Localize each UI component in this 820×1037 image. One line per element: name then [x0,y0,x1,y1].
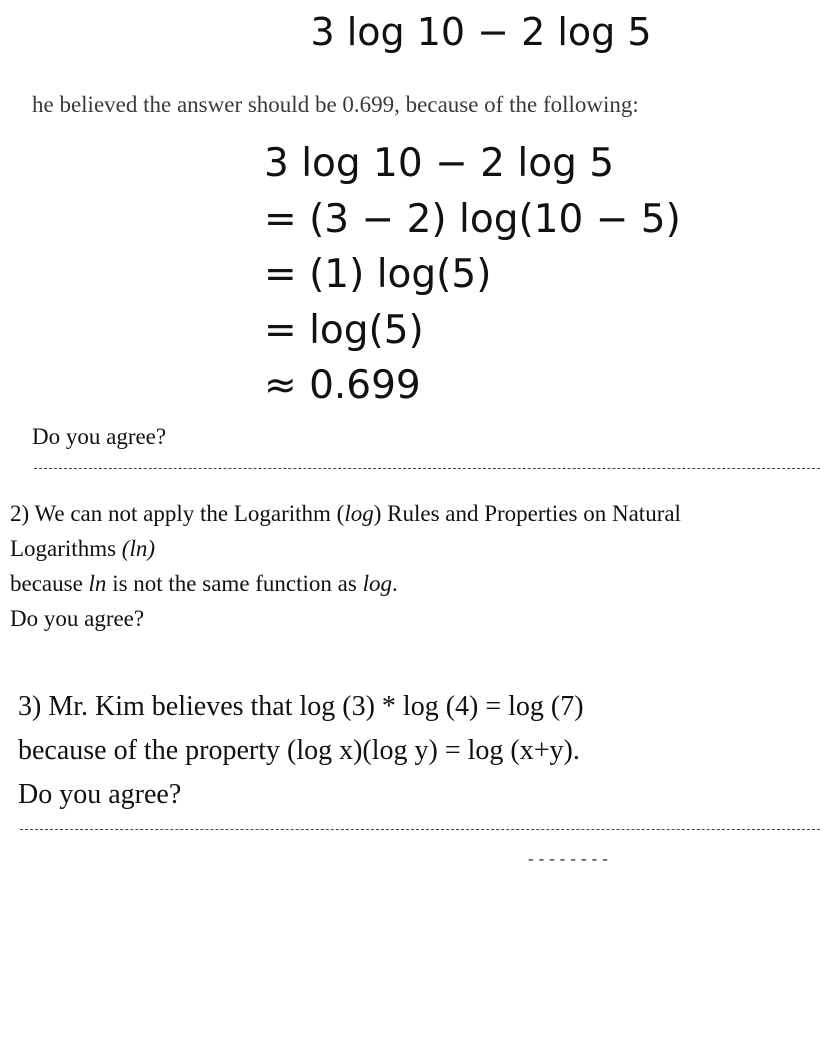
problem2-question: Do you agree? [10,606,145,631]
problem1-question: Do you agree? [32,424,167,449]
problem1-expression: 3 log 10 − 2 log 5 [310,10,652,54]
problem3-line1: 3) Mr. Kim believes that log (3) * log (4) = log (7) [18,691,584,722]
problem3-line2: because of the property (log x)(log y) = log (x+y). [18,735,580,766]
problem2-line2: Logarithms (ln) [10,536,156,561]
problem1-intro: he believed the answer should be 0.699, because of the following: [32,92,639,117]
derivation-step: ≈ 0.699 [264,363,421,408]
derivation-step: = (3 − 2) log(10 − 5) [264,196,681,242]
problem2 [10,496,815,636]
derivation-step: = (1) log(5) [264,252,492,297]
derivation-step: 3 log 10 − 2 log 5 [264,141,615,186]
derivation-step: = log(5) [264,307,424,353]
problem3-question: Do you agree? [18,779,182,810]
problem1-derivation [264,136,681,414]
problem3 [18,685,584,817]
divider [34,468,820,469]
divider [20,829,820,830]
problem2-line1: 2) We can not apply the Logarithm (log) Rules and Properties on Natural [10,501,681,526]
short-dash: -------- [526,851,611,869]
problem2-line3: because ln is not the same function as log. [10,571,398,596]
